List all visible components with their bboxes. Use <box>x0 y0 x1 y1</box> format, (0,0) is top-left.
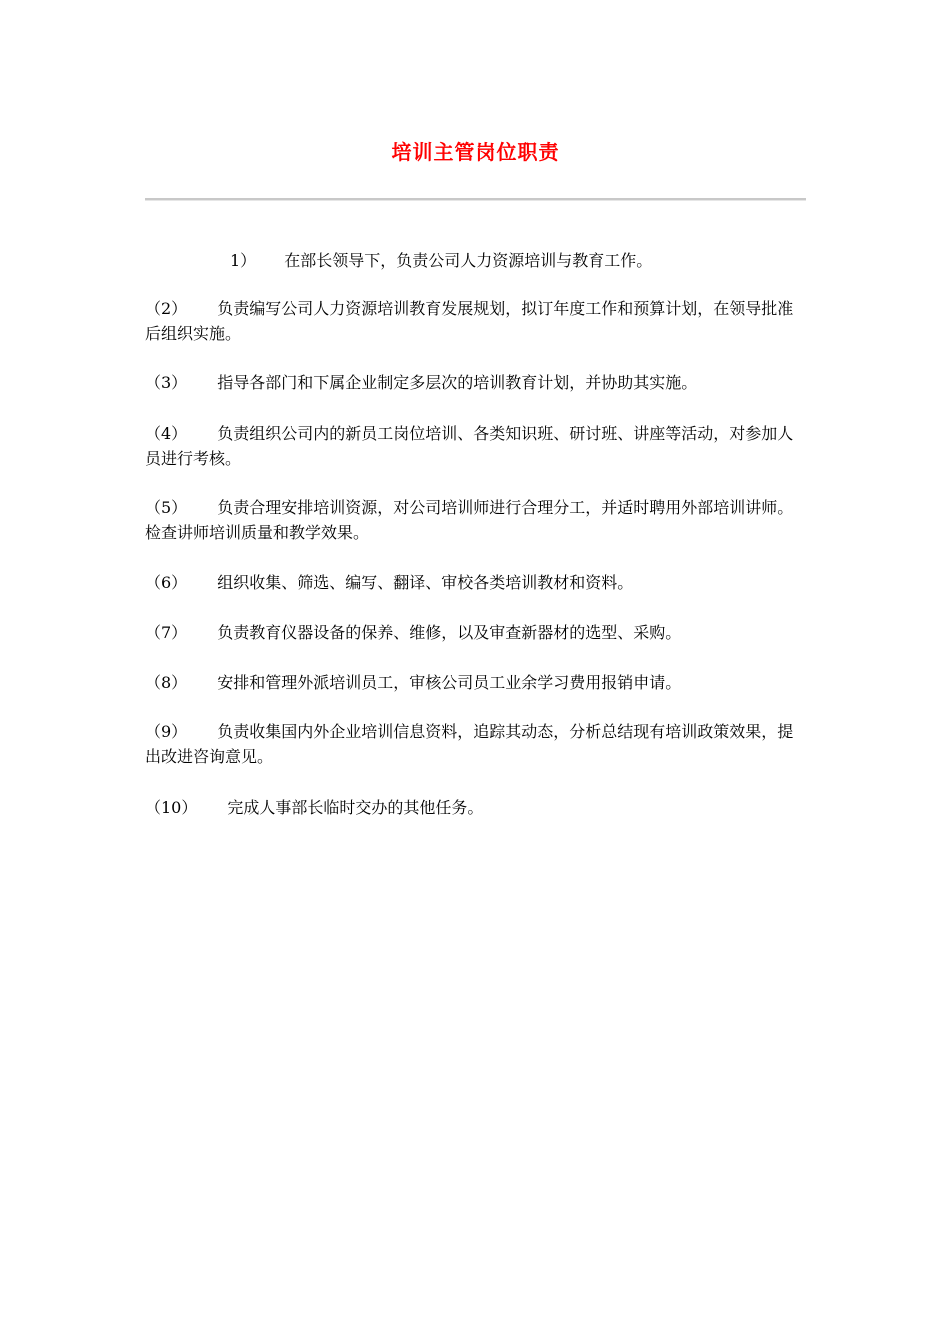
duty-item-9 <box>145 719 806 769</box>
duty-text: 负责收集国内外企业培训信息资料，追踪其动态，分析总结现有培训政策效果，提出改进咨询意见。 <box>145 722 794 766</box>
duty-number: （4） <box>145 424 188 443</box>
duty-number: （2） <box>145 299 188 318</box>
page-title: 培训主管岗位职责 <box>391 140 560 164</box>
duty-number: （10） <box>145 798 198 817</box>
duty-item-6 <box>145 570 806 595</box>
duty-item-5 <box>145 495 806 545</box>
duty-item-10 <box>145 795 806 820</box>
duty-number: （6） <box>145 573 188 592</box>
duty-text: 负责合理安排培训资源，对公司培训师进行合理分工，并适时聘用外部培训讲师。检查讲师培训质量和教学效果。 <box>145 498 794 542</box>
duty-text: 指导各部门和下属企业制定多层次的培训教育计划，并协助其实施。 <box>217 373 698 392</box>
duty-number: 1） <box>230 251 257 270</box>
duty-text: 在部长领导下，负责公司人力资源培训与教育工作。 <box>284 251 653 270</box>
duty-text: 负责编写公司人力资源培训教育发展规划，拟订年度工作和预算计划，在领导批准后组织实施。 <box>145 299 794 343</box>
duty-number: （3） <box>145 373 188 392</box>
duty-text: 完成人事部长临时交办的其他任务。 <box>227 798 484 817</box>
duty-text: 负责组织公司内的新员工岗位培训、各类知识班、研讨班、讲座等活动，对参加人员进行考核。 <box>145 424 794 468</box>
duty-text: 组织收集、筛选、编写、翻译、审校各类培训教材和资料。 <box>217 573 634 592</box>
duty-item-2 <box>145 296 806 346</box>
duty-item-1 <box>230 248 806 273</box>
duty-number: （7） <box>145 623 188 642</box>
duty-number: （5） <box>145 498 188 517</box>
duty-item-3 <box>145 370 806 395</box>
duty-item-8 <box>145 670 806 695</box>
duty-text: 安排和管理外派培训员工，审核公司员工业余学习费用报销申请。 <box>217 673 682 692</box>
duty-item-7 <box>145 620 806 645</box>
duty-number: （9） <box>145 722 188 741</box>
duty-number: （8） <box>145 673 188 692</box>
title-divider <box>145 198 806 201</box>
duty-text: 负责教育仪器设备的保养、维修，以及审查新器材的选型、采购。 <box>217 623 682 642</box>
duty-item-4 <box>145 421 806 471</box>
